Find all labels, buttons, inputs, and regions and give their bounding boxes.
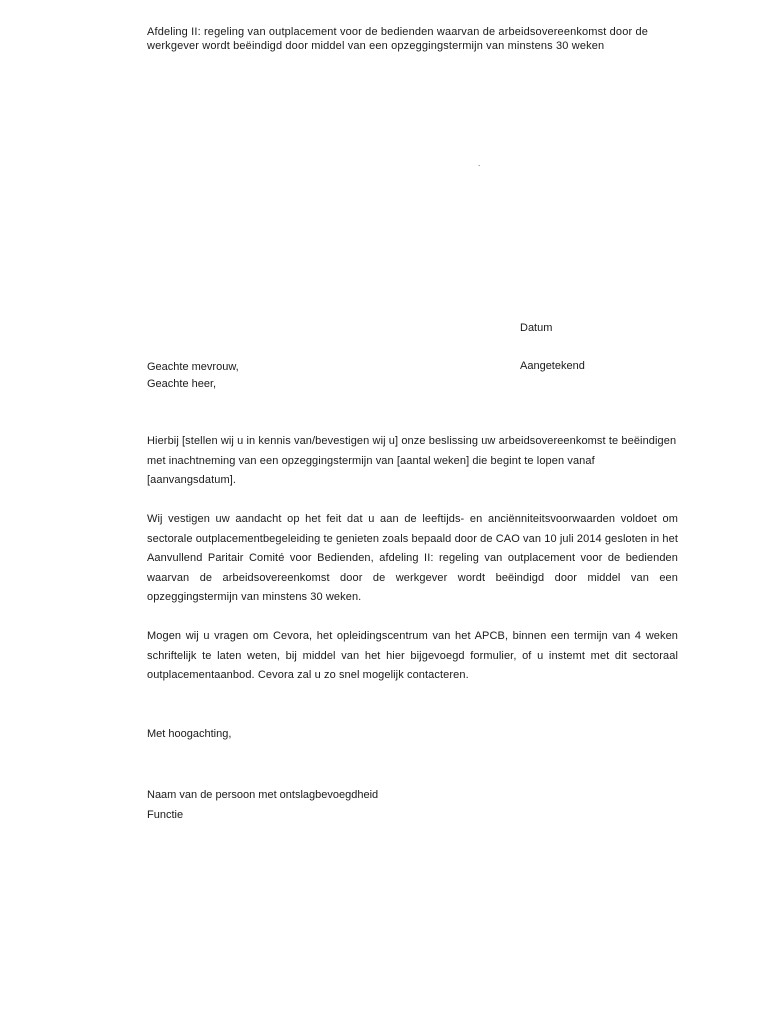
paragraph-notice: Hierbij [stellen wij u in kennis van/bevestigen wij u] onze beslissing uw arbeidsovereenkomst te beëindigen met inachtneming van een opzeggingstermijn van [aantal weken] die begint te lopen vanaf [aanvangsdatum]. <box>147 435 677 486</box>
signature-block <box>147 785 378 825</box>
salutation-line-2: Geachte heer, <box>147 378 217 390</box>
paragraph-request: Mogen wij u vragen om Cevora, het opleidingscentrum van het APCB, binnen een termijn van 4 weken schriftelijk te laten weten, bij middel van het hier bijgevoegd formulier, of u instemt met dit sectoraal outplacementaanbod. Cevora zal u zo snel mogelijk contacteren. <box>147 630 678 681</box>
header-line-2: werkgever wordt beëindigd door middel van een opzeggingstermijn van minstens 30 weken <box>147 40 605 52</box>
paragraph-eligibility: Wij vestigen uw aandacht op het feit dat u aan de leeftijds- en anciënniteitsvoorwaarden voldoet om sectorale outplacementbegeleiding te genieten zoals bepaald door de CAO van 10 juli 2014 gesloten in het Aanvullend Paritair Comité voor Bedienden, afdeling II: regeling van outplacement voor de bedienden waarvan de arbeidsovereenkomst door de werkgever wordt beëindigd door middel van een opzeggingstermijn van minstens 30 weken. <box>147 513 678 603</box>
registered-label: Aangetekend <box>520 360 585 372</box>
signatory-name: Naam van de persoon met ontslagbevoegdheid <box>147 789 379 801</box>
header-line-1: Afdeling II: regeling van outplacement voor de bedienden waarvan de arbeidsovereenkomst door de <box>147 26 649 38</box>
document-header <box>147 25 677 53</box>
signatory-function: Functie <box>147 809 184 821</box>
salutation <box>147 359 239 393</box>
date-label: Datum <box>520 322 553 334</box>
closing-phrase: Met hoogachting, <box>147 728 232 740</box>
salutation-line-1: Geachte mevrouw, <box>147 361 239 373</box>
stray-dot: . <box>478 159 481 168</box>
